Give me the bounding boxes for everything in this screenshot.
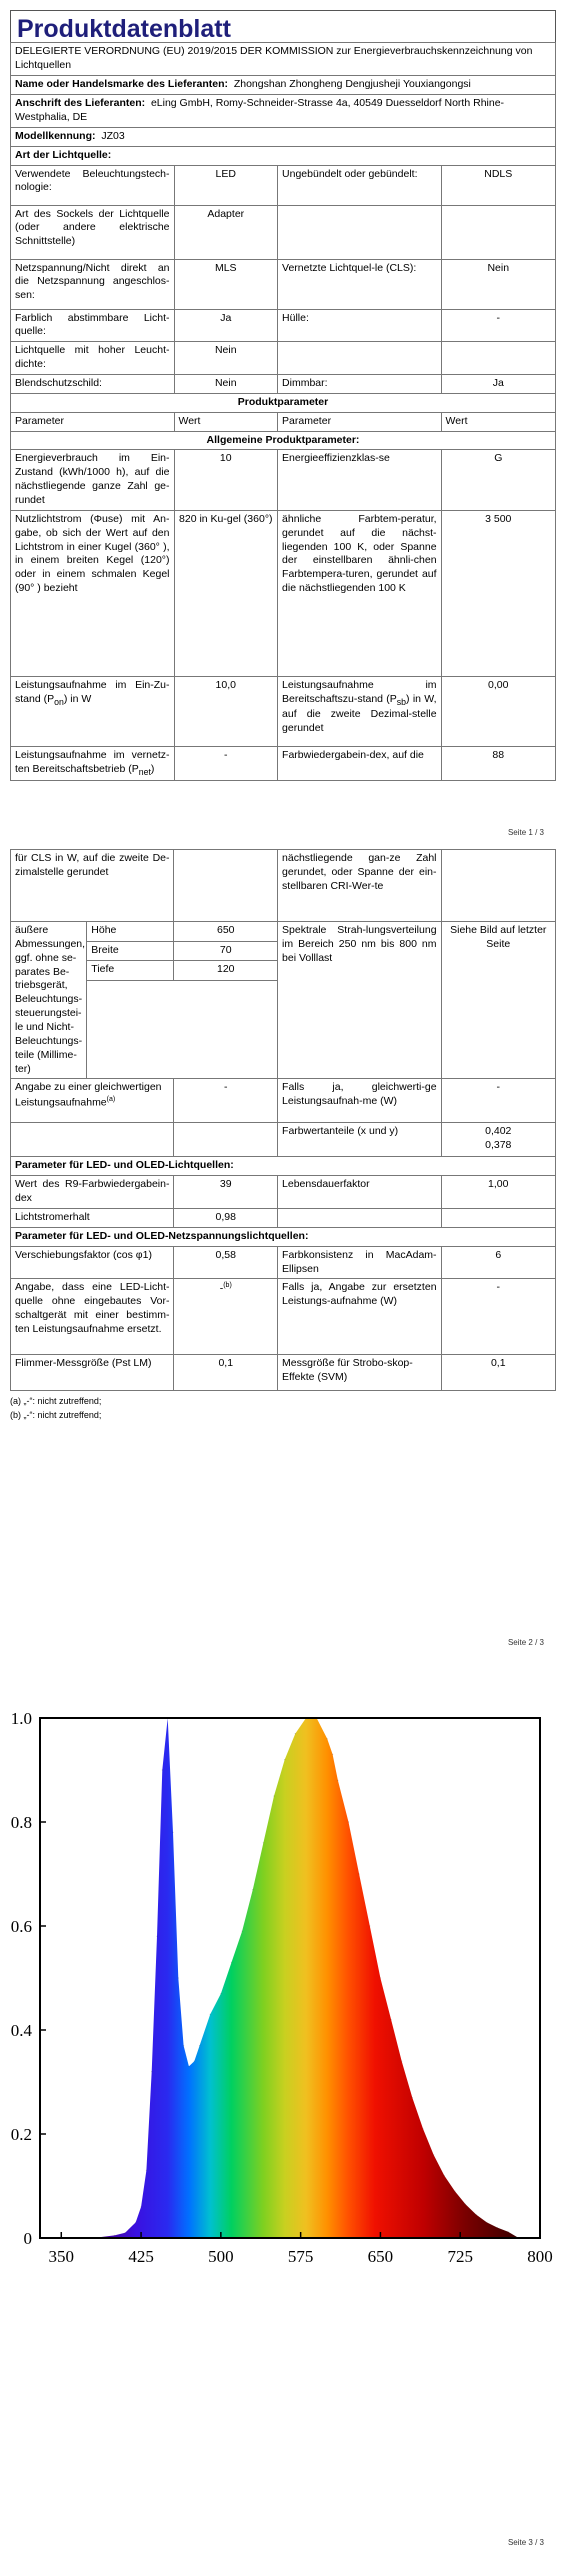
footnote-b: (b) „-“: nicht zutreffend; [10,1409,102,1420]
y-tick-label: 0.2 [10,2125,32,2144]
section-light-source-type: Art der Lichtquelle: [11,146,556,165]
spectrum-point [369,1925,370,1926]
spectrum-point [508,2231,509,2232]
column-header-row: Parameter Wert Parameter Wert [11,412,556,431]
page-2 [0,845,566,1670]
spectrum-point [273,1795,274,1796]
spectrum-point [476,2214,477,2215]
page-number: Seite 3 / 3 [507,2538,544,2547]
spectrum-point [332,1754,333,1755]
spectrum-point [337,1780,338,1781]
spectrum-point [188,2066,189,2067]
section-product-parameters: Produktparameter [11,393,556,412]
section-led-parameters: Parameter für LED- und OLED-Lichtquellen: [11,1157,556,1176]
spectrum-point [444,2175,445,2176]
spectrum-point [252,1889,253,1890]
y-tick-label: 0.4 [10,2021,32,2040]
spectrum-point [497,2227,498,2228]
led-row: Lichtstromerhalt 0,98 [11,1209,556,1228]
spectrum-point [199,2045,200,2046]
spectrum-point [210,2014,211,2015]
x-tick-label: 425 [128,2247,154,2266]
led-row: Wert des R9-Farbwiedergabein-dex 39 Lebensdauerfaktor 1,00 [11,1176,556,1209]
spectrum-point [162,1769,163,1770]
spectrum-point [348,1821,349,1822]
type-row: Verwendete Beleuchtungstech-nologie: LED Ungebündelt oder gebündelt: NDLS [11,165,556,205]
spectrum-point [284,1759,285,1760]
spectrum-point [114,2235,115,2236]
type-row: Netzspannung/Nicht direkt an die Netzspannung angeschlos-sen: MLS Vernetzte Lichtquel-le (CLS): Nein [11,259,556,309]
spectrum-point [391,2019,392,2020]
page-title: Produktdatenblatt [10,10,556,42]
spectral-distribution-chart [0,1690,566,2510]
x-tick-label: 575 [287,2247,314,2266]
spectrum-point [194,2061,195,2062]
spectrum-area [93,1718,519,2238]
y-tick-label: 0.6 [10,1917,32,1936]
spectrum-point [146,2170,147,2171]
type-row: Blendschutzschild: Nein Dimmbar: Ja [11,375,556,394]
footnote-a: (a) „-“: nicht zutreffend; [10,1396,102,1407]
spectrum-point [135,2222,136,2223]
general-row: Leistungsaufnahme im vernetz-ten Bereitschaftsbetrieb $(P_{net})$ - Farbwiedergabein-dex, auf die 88 [11,746,556,781]
spectrum-point [454,2191,455,2192]
type-row: Farblich abstimmbare Licht-quelle: Ja Hülle: - [11,309,556,342]
section-general-parameters: Allgemeine Produktparameter: [11,431,556,450]
x-tick-label: 800 [527,2247,553,2266]
y-tick-label: 1.0 [10,1709,32,1728]
spectrum-point [327,1738,328,1739]
chromaticity-row: Farbwertanteile (x und y) 0,402 0,378 [11,1123,556,1157]
parameters-table-continued: für CLS in W, auf die zweite De-zimalstelle gerundet nächstliegende gan-ze Zahl gerundet, oder Spanne der ein-stellbaren CRI-Wer-te äußere Abmessungen, ggf. ohne se-parates Be-triebsgerät, Beleuchtungs-steuerungstei-le und Nicht-Beleuchtungs-teile (Millime-ter) Höhe 650 Spektrale Strah-lungsverteilung im Bereich 250 nm bis 800 nm bei Volllast Siehe Bild auf letzter Seite Breite 70 Tiefe 120 Angabe zu einer gleichwertigen Leistungsaufnahme$^{(a)}$ - Falls ja, gleichwerti-ge Leistungsaufnah-me (W) - Farbwertanteile (x und y) 0,402 0,378 Parameter für LED- und OLED-Lichtquellen: Wert des R9-Farbwiedergabein-dex 39 Lebensdauerfaktor 1,00 Lichtstromerhalt 0,98 Parameter für LED- und OLED-Netzspannungslichtquellen: Verschiebungsfaktor (cos φ1) 0,58 Farbkonsistenz in MacAdam-Ellipsen 6 Angabe, dass eine LED-Licht-quelle ohne eingebautes Vor-schaltgerät mit einer bestimm-ten Leistungsaufnahme ersetzt. -$^{(b)}$ Falls ja, Angabe zur ersetzten Leistungs-aufnahme (W) - Flimmer-Messgröße (Pst LM) 0,1 Messgröße für Strobo-skop-Effekte (SVM) 0,1 [10,849,556,1391]
supplier-name-row: Name oder Handelsmarke des Lieferanten: Zhongshan Zhongheng Dengjusheji Youxiangongsi [11,76,556,95]
mains-row: Angabe, dass eine LED-Licht-quelle ohne eingebautes Vor-schaltgerät mit einer bestimm-ten Leistungsaufnahme ersetzt. -$^{(b)}$ Falls ja, Angabe zur ersetzten Leistungs-aufnahme (W) - [11,1279,556,1355]
type-row: Lichtquelle mit hoher Leucht-dichte: Nein [11,342,556,375]
regulation-subtitle: DELEGIERTE VERORDNUNG (EU) 2019/2015 DER KOMMISSION zur Energieverbrauchskennzeichnung von Lichtquellen [11,43,556,76]
mains-row: Verschiebungsfaktor (cos φ1) 0,58 Farbkonsistenz in MacAdam-Ellipsen 6 [11,1246,556,1279]
spectrum-point [151,2071,152,2072]
spectrum-point [422,2128,423,2129]
spectrum-point [156,1936,157,1937]
general-row: Leistungsaufnahme im Ein-Zu-stand $(P_{on})$ in W 10,0 Leistungsaufnahme im Bereitschaftszu-stand $(P_{sb})$ in W, auf die zweite Dezimal-stelle gerundet 0,00 [11,676,556,746]
mains-row: Flimmer-Messgröße (Pst LM) 0,1 Messgröße für Strobo-skop-Effekte (SVM) 0,1 [11,1355,556,1391]
x-tick-label: 725 [447,2247,473,2266]
spectrum-point [465,2204,466,2205]
type-row: Art des Sockels der Lichtquelle (oder andere elektrische Schnittstelle) Adapter [11,205,556,259]
x-tick-label: 650 [367,2247,394,2266]
continued-row: für CLS in W, auf die zweite De-zimalstelle gerundet nächstliegende gan-ze Zahl gerundet, oder Spanne der ein-stellbaren CRI-Wer-te [11,850,556,922]
section-mains-led-parameters: Parameter für LED- und OLED-Netzspannungslichtquellen: [11,1227,556,1246]
page-number: Seite 1 / 3 [507,828,544,837]
spectrum-point [433,2154,434,2155]
spectrum-point [231,1962,232,1963]
general-row: Energieverbrauch im Ein-Zustand (kWh/1000 h), auf die nächstliegende ganze Zahl ge-rundet 10 Energieeffizienzklas-se G [11,450,556,510]
x-tick-label: 500 [208,2247,234,2266]
general-row: Nutzlichtstrom (Φuse) mit An-gabe, ob sich der Wert auf den Lichtstrom in einer Kugel (360° ), in einem breiten Kegel (120°) oder in einem schmalen Kegel (90° ) bezieht 820 in Ku-gel (360°) ähnliche Farbtem-peratur, gerundet auf die nächst-liegenden 100 K, oder Spanne der einstellbaren ähnli-chen Farbtempera-turen, gerundet auf die nächstliegenden 100 K 3 500 [11,510,556,676]
spectrum-point [183,2045,184,2046]
spectrum-point [141,2206,142,2207]
spectrum-point [172,1832,173,1833]
spectrum-point [486,2222,487,2223]
equivalent-power-row: Angabe zu einer gleichwertigen Leistungsaufnahme$^{(a)}$ - Falls ja, gleichwerti-ge Leistungsaufnah-me (W) - [11,1079,556,1123]
supplier-address-row: Anschrift des Lieferanten: eLing GmbH, Romy-Schneider-Strasse 4a, 40549 Duesseldorf North Rhine-Westphalia, DE [11,94,556,127]
model-row: Modellkennung: JZ03 [11,127,556,146]
spectrum-point [125,2232,126,2233]
spectrum-point [412,2097,413,2098]
spectrum-point [401,2061,402,2062]
y-tick-label: 0.8 [10,1813,32,1832]
header-table [10,42,556,781]
page-3 [0,1690,566,2560]
spectrum-point [295,1733,296,1734]
spectrum-point [359,1873,360,1874]
dimensions-row: äußere Abmessungen, ggf. ohne se-parates Be-triebsgerät, Beleuchtungs-steuerungstei-le und Nicht-Beleuchtungs-teile (Millime-ter) Höhe 650 Spektrale Strah-lungsverteilung im Bereich 250 nm bis 800 nm bei Volllast Siehe Bild auf letzter Seite [11,922,556,942]
spectrum-point [380,1977,381,1978]
spectrum-point [178,1977,179,1978]
spectrum-point [263,1842,264,1843]
page-1 [0,0,566,842]
spectrum-point [242,1931,243,1932]
page-number: Seite 2 / 3 [507,1638,544,1647]
x-tick-label: 350 [48,2247,75,2266]
spectrum-point [220,1993,221,1994]
y-tick-label: 0 [23,2229,32,2248]
